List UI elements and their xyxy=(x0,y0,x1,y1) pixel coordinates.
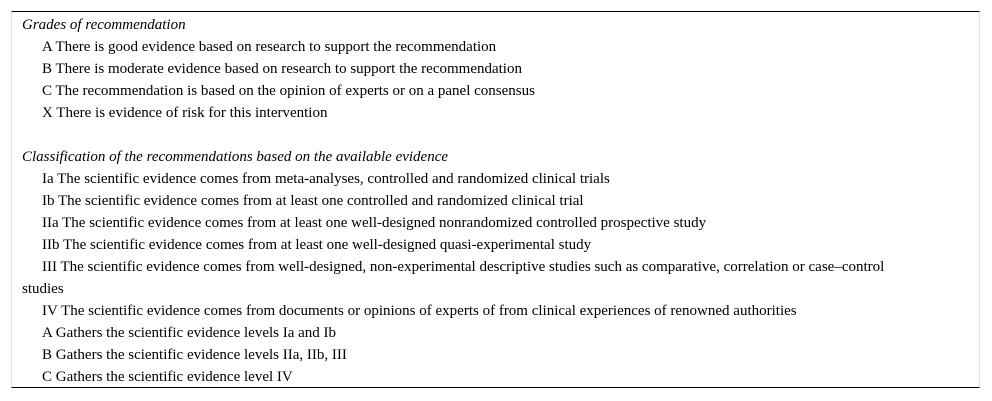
classification-item-b: B Gathers the scientific evidence levels IIa, IIb, III xyxy=(42,347,347,363)
table-cell xyxy=(22,14,929,388)
grades-heading: Grades of recommendation xyxy=(22,17,186,33)
section-spacer xyxy=(22,124,929,146)
classification-item-a: A Gathers the scientific evidence levels Ia and Ib xyxy=(42,325,337,341)
classification-item-ia: Ia The scientific evidence comes from meta-analyses, controlled and randomized clinical trials xyxy=(42,171,610,187)
classification-item-iia: IIa The scientific evidence comes from at least one well-designed nonrandomized controlled prospective study xyxy=(42,215,707,231)
grade-item-b: B There is moderate evidence based on research to support the recommendation xyxy=(42,61,522,77)
grade-item-x: X There is evidence of risk for this intervention xyxy=(42,105,328,121)
classification-item-iii: III The scientific evidence comes from well-designed, non-experimental descriptive studies such as comparative, correlation or case–control studies xyxy=(22,259,885,297)
classification-item-ib: Ib The scientific evidence comes from at least one controlled and randomized clinical trial xyxy=(42,193,584,209)
grade-item-a: A There is good evidence based on research to support the recommendation xyxy=(42,39,497,55)
grade-item-c: C The recommendation is based on the opinion of experts or on a panel consensus xyxy=(42,83,535,99)
classification-item-iib: IIb The scientific evidence comes from at least one well-designed quasi-experimental study xyxy=(42,237,592,253)
classification-item-iv: IV The scientific evidence comes from documents or opinions of experts of from clinical experiences of renowned authorities xyxy=(42,303,797,319)
classification-heading: Classification of the recommendations based on the available evidence xyxy=(22,149,449,165)
classification-item-c: C Gathers the scientific evidence level IV xyxy=(42,369,293,385)
recommendation-table xyxy=(11,11,980,388)
